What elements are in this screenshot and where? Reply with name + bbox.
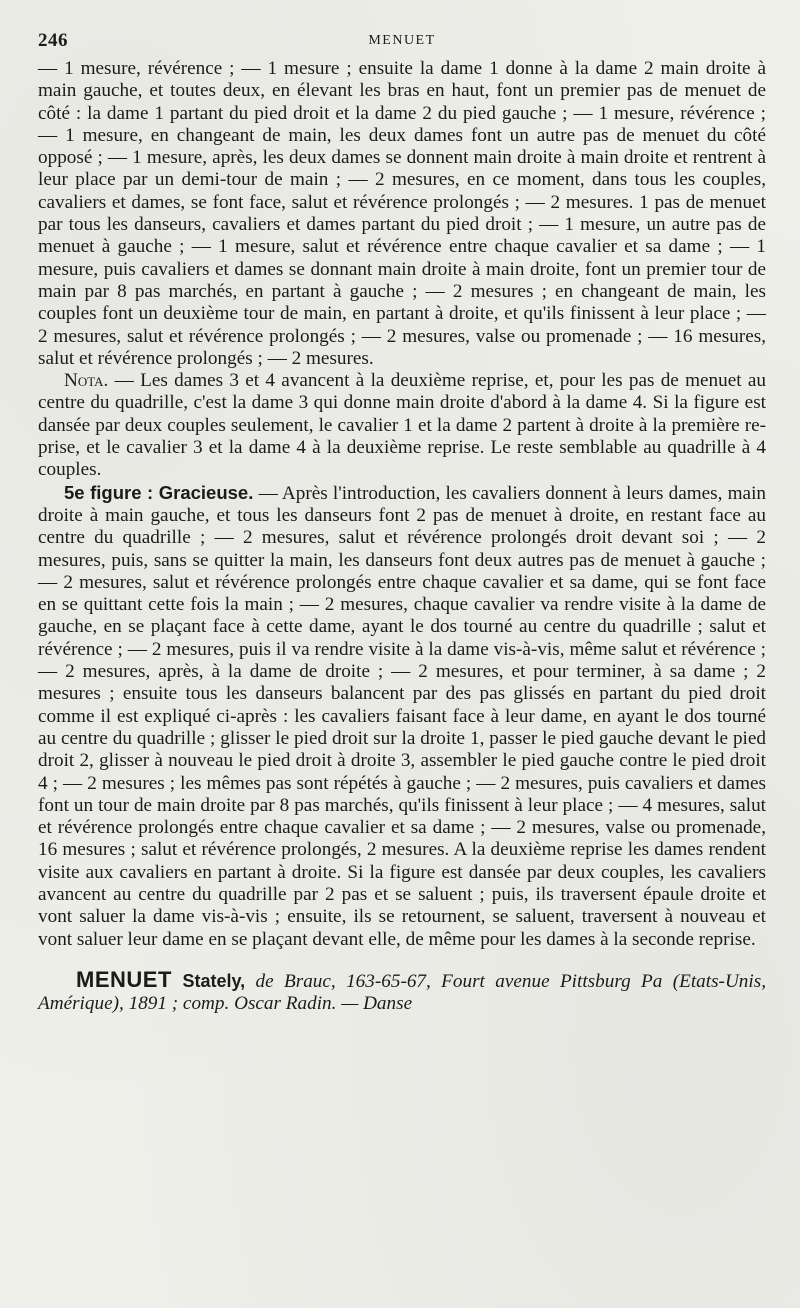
nota-label: Nota. bbox=[64, 370, 109, 392]
fifth-figure-text: — Après l'introduction, les cavaliers donnent à leurs dames, main droite à main gauche, et tous les danseurs font 2 pas de menuet à droite, en restant face au centre du quadrille ; — 2 mesures, salut et révérence prolongés droit devant soi ; — 2 mesures, puis, sans se quitter la main, les danseurs font deux autres pas de menuet à gauche ; — 2 mesures, salut et révérence prolongés entre chaque cavalier et sa dame, qui se font face en se quittant cette fois la main ; — 2 mesures, chaque cavalier va rendre visite à la dame de gauche, en se plaçant face à cette dame, ayant le dos tourné au centre du quadrille ; salut et révérence ; — 2 mesures, puis il va rendre visite à la dame vis-à-vis, même salut et révérence ; — 2 mesures, après, à la dame de droite ; — 2 mesures, et pour terminer, à sa dame ; 2 mesures ; ensuite tous les danseurs balancent par des pas glissés en partant du pied droit comme il est expliqué ci-après : les cavaliers faisant face à leur dame, en ayant le dos tourné au centre du quadrille ; glisser le pied droit sur la droite 1, passer le pied gauche devant le pied droit 2, glisser à nouveau le pied droit à droite 3, assembler le pied gauche contre le pied droit 4 ; — 2 mesures ; les mêmes pas sont répétés à gauche ; — 2 mesures, puis cavaliers et dames font un tour de main droite par 8 pas marchés, qu'ils finissent à leur place ; — 4 mesures, salut et révérence prolongés entre chaque cavalier et sa dame ; — 2 mesures, valse ou promenade, 16 mesures ; salut et révérence prolongés, 2 mesures. A la deuxième reprise les dames rendent visite aux cavaliers en partant à droite. Si la figure est dansée par deux couples, les cavaliers avancent au centre du quadrille par 2 pas et se saluent ; puis, ils traversent épaule droite et vont saluer la dame vis-à-vis ; ensuite, ils se retournent, se saluent, traversent à nouveau et vont saluer leur dame en se plaçant devant elle, de même pour les dames à la seconde reprise. bbox=[38, 482, 766, 950]
running-head bbox=[38, 30, 766, 56]
paragraph-fifth-figure bbox=[38, 482, 766, 951]
nota-text: — Les dames 3 et 4 avancent à la deuxième reprise, et, pour les pas de menuet au centre du quadrille, c'est la dame 3 qui donne main droite d'abord à la dame 4. Si la figure est dansée par deux couples seulement, le cavalier 1 et la dame 2 partent à droite à la première reprise, et le cavalier 3 et la dame 4 à la deuxième reprise. Le reste semblable au quadrille à 4 couples. bbox=[38, 370, 766, 481]
entry-subtitle: Stately, bbox=[171, 970, 246, 991]
paragraph-nota bbox=[38, 370, 766, 481]
entry-details: de Brauc, 163-65-67, Fourt avenue Pittsburg Pa (Etats-Unis, Amérique), 1891 ; comp. Oscar Radin. — Danse bbox=[38, 970, 766, 1015]
fifth-figure-label: 5e figure : Gracieuse. bbox=[64, 481, 254, 503]
entry-menuet-stately bbox=[38, 966, 766, 1016]
entry-title: MENUET bbox=[76, 966, 172, 992]
paragraph-figure-4-continuation: — 1 mesure, révérence ; — 1 mesure ; ensuite la dame 1 donne à la dame 2 main droite à main gauche, et toutes deux, en élevant les bras en haut, font un premier pas de menuet de côté : la dame 1 partant du pied droit et la dame 2 du pied gauche ; — 1 mesure, révérence ; — 1 mesure, en changeant de main, les deux dames font un autre pas de menuet du côté opposé ; — 1 mesure, après, les deux dames se donnent main droite à main droite et rentrent à leur place par un demi-tour de main ; — 2 mesures, en ce moment, dans tous les couples, cavaliers et dames, se font face, salut et révérence prolongés ; — 2 mesures. 1 pas de menuet par tous les danseurs, cavaliers et dames partant du pied droit ; — 1 mesure, un autre pas de menuet à gauche ; — 1 mesure, salut et révérence entre chaque cavalier et sa dame ; — 1 mesure, puis cavaliers et dames se donnant main droite à main droite, font un premier tour de main par 8 pas marchés, en partant à gauche ; — 2 mesures ; en changeant de main, les couples font un deuxième tour de main, en partant à droite, et qu'ils finissent à leur place ; — 2 mesures, salut et révérence prolongés ; — 2 mesures, valse ou promenade ; — 16 mesures, salut et révérence prolongés ; — 2 mesures. bbox=[38, 58, 766, 369]
running-title: MENUET bbox=[368, 33, 436, 48]
page-number: 246 bbox=[38, 30, 68, 51]
